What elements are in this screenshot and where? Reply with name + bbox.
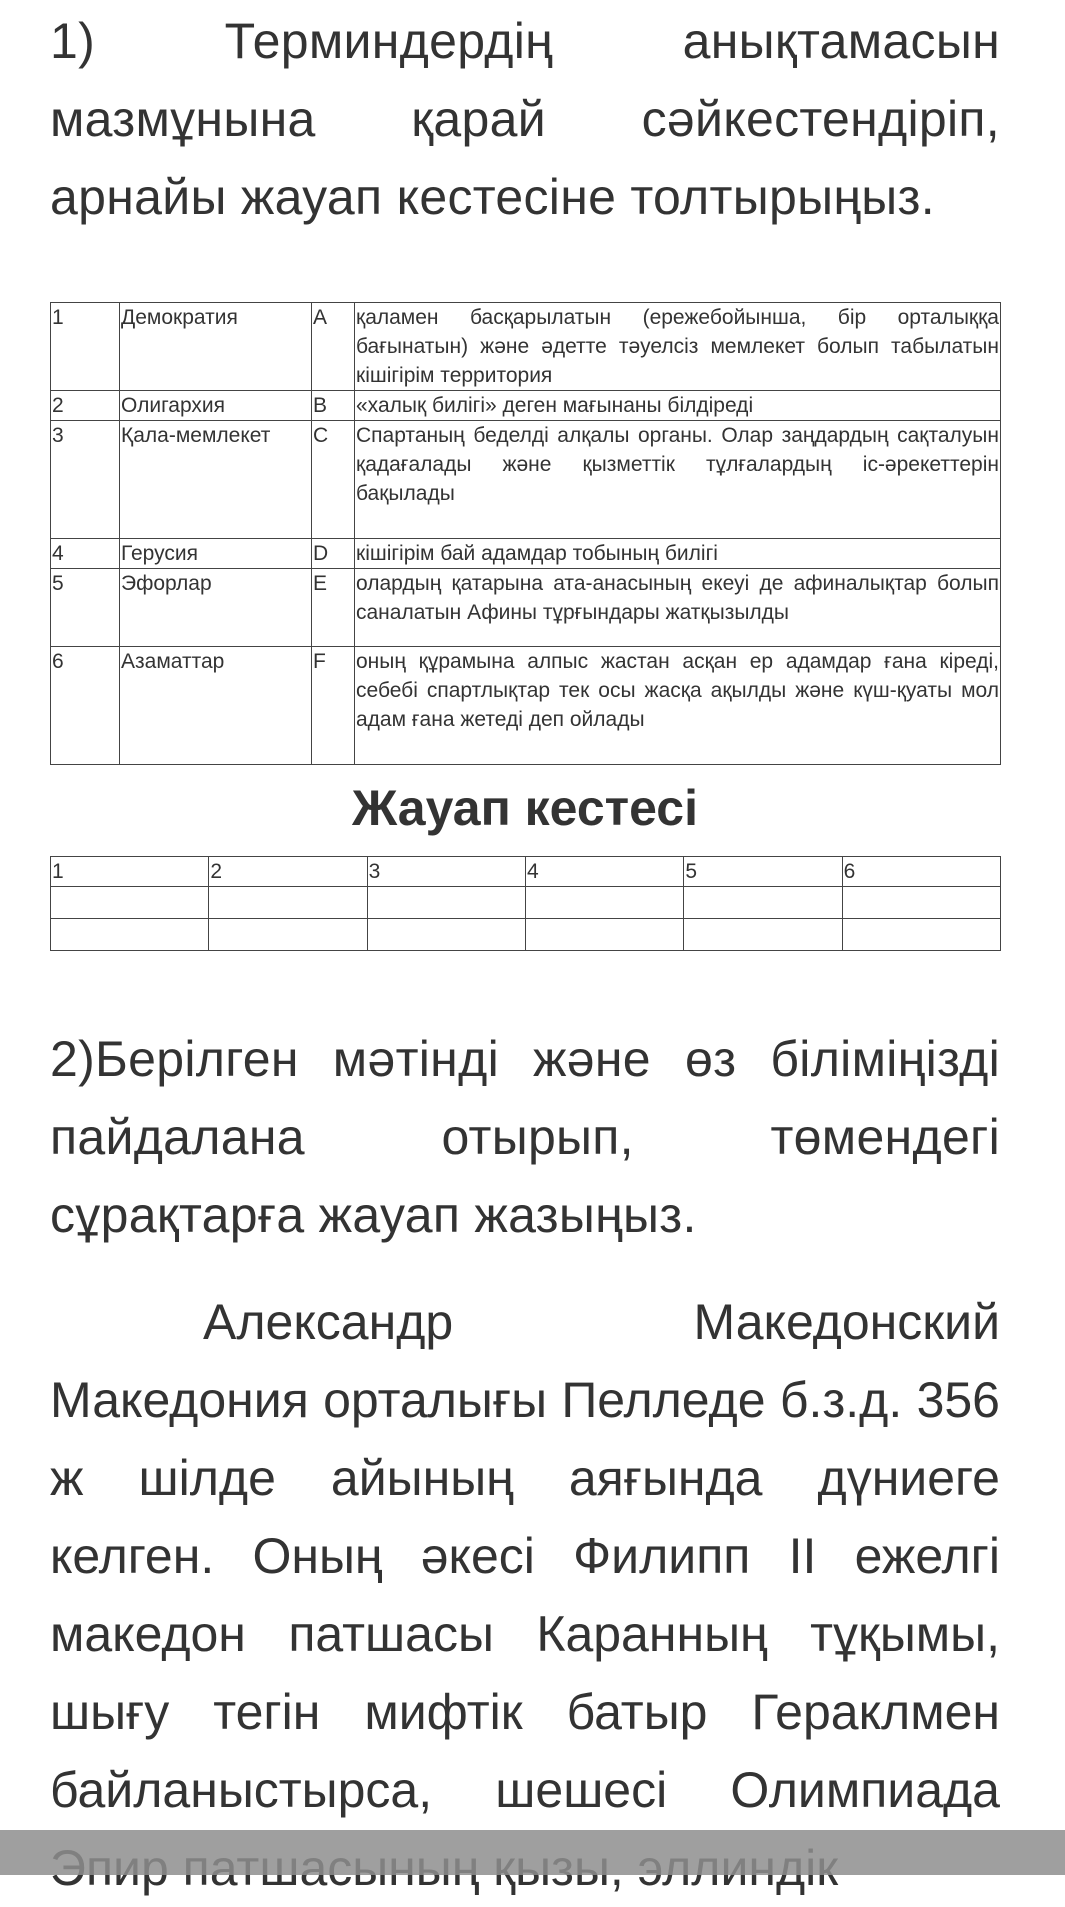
definition-text: қаламен басқарылатын (ережебойынша, бір орталыққа бағынатын) және әдетте тәуелсіз мемлекет болып табылатын кішігірім территория [355,303,1001,391]
definition-letter: C [312,421,355,539]
term-number: 5 [51,569,120,647]
answer-cell [209,919,367,951]
answer-table-title: Жауап кестесі [352,780,698,836]
answer-cell [209,887,367,919]
table-row [51,569,1001,647]
task1-heading: 1) Терминдердің анықтамасын мазмұнына қарай сәйкестендіріп, арнайы жауап кестесіне толтырыңыз. [50,13,1000,225]
table-row [51,421,1001,539]
answer-blank-row [51,919,1001,951]
answer-cell [842,919,1000,951]
passage-text: Александр Македонский Македония орталығы Пелледе б.з.д. 356 ж шілде айының аяғында дүниеге келген. Оның әкесі Филипп II ежелгі македон патшасы Каранның тұқымы, шығу тегін мифтік батыр Гераклмен байланыстырса, шешесі Олимпиада [50,1294,1000,1818]
definition-text: «халық билігі» деген мағынаны білдіреді [355,391,1001,421]
term-name: Эфорлар [120,569,312,647]
definition-text: кішігірім бай адамдар тобының билігі [355,539,1001,569]
answer-header-cell: 4 [525,857,683,887]
terms-table [50,302,1001,765]
term-name: Азаматтар [120,647,312,765]
answer-header-cell: 1 [51,857,209,887]
definition-text: Спартаның беделді алқалы органы. Олар заңдардың сақталуын қадағалады және қызметтік тұлғалардың іс-әрекеттерін бақылады [355,421,1001,539]
table-row [51,647,1001,765]
definition-letter: A [312,303,355,391]
term-name: Олигархия [120,391,312,421]
table-row [51,303,1001,391]
definition-text: олардың қатарына ата-анасының екеуі де афиналықтар болып саналатын Афины тұрғындары жатқызылды [355,569,1001,647]
term-name: Герусия [120,539,312,569]
term-name: Қала-мемлекет [120,421,312,539]
definition-letter: F [312,647,355,765]
answer-cell [525,919,683,951]
definition-text: оның құрамына алпыс жастан асқан ер адамдар ғана кіреді, себебі спартлықтар тек осы жасқа ақылды және күш-қуаты мол адам ғана жетеді деп ойлады [355,647,1001,765]
term-number: 3 [51,421,120,539]
answer-header-cell: 5 [684,857,842,887]
answer-cell [842,887,1000,919]
term-number: 2 [51,391,120,421]
bottom-overlay-bar [0,1830,1065,1875]
table-row [51,539,1001,569]
answer-table [50,856,1001,951]
answer-header-cell: 2 [209,857,367,887]
term-number: 1 [51,303,120,391]
answer-blank-row [51,887,1001,919]
answer-cell [684,887,842,919]
term-name: Демократия [120,303,312,391]
answer-header-cell: 6 [842,857,1000,887]
definition-letter: B [312,391,355,421]
term-number: 6 [51,647,120,765]
answer-cell [367,887,525,919]
task2-heading: 2)Берілген мәтінді және өз біліміңізді пайдалана отырып, төмендегі сұрақтарға жауап жазыңыз. [50,1031,1000,1243]
answer-cell [51,887,209,919]
answer-cell [684,919,842,951]
answer-cell [51,919,209,951]
answer-header-row [51,857,1001,887]
term-number: 4 [51,539,120,569]
definition-letter: D [312,539,355,569]
definition-letter: E [312,569,355,647]
table-row [51,391,1001,421]
answer-cell [367,919,525,951]
answer-cell [525,887,683,919]
answer-header-cell: 3 [367,857,525,887]
